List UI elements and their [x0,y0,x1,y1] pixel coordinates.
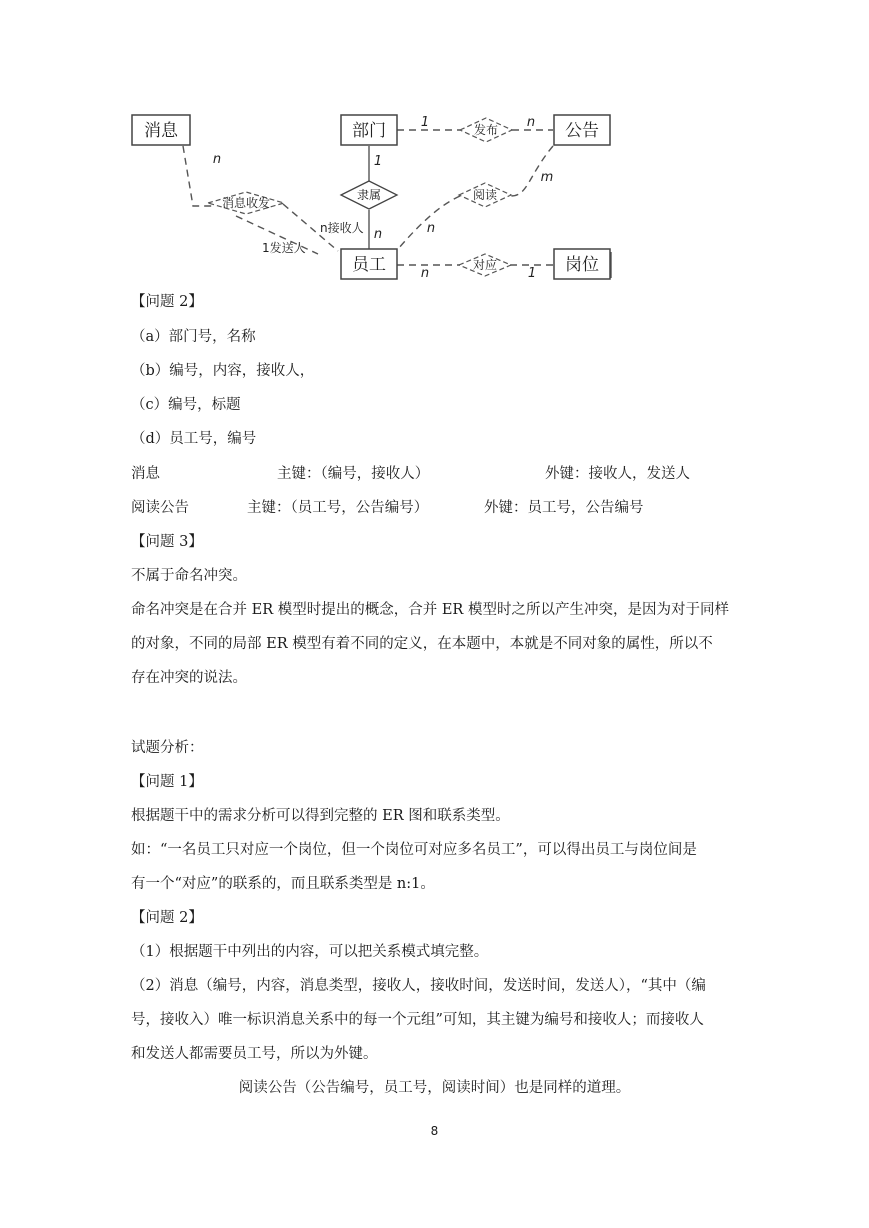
er-diagram [128,106,618,284]
svg-text:员工: 员工 [352,255,386,275]
relationship-read [459,183,511,207]
page-number: 8 [430,1124,439,1138]
analysis-q1-paragraph-2-line-1: 如：“一名员工只对应一个岗位，但一个岗位可对应多名员工”，可以得出员工与岗位间是 [131,842,697,858]
q3-heading: 【问题 3】 [131,534,203,550]
relationship-message-send-receive [208,192,284,214]
svg-text:隶属: 隶属 [356,188,382,202]
card-employee-correspond: n [420,266,430,281]
entity-position [554,249,610,279]
row-primary-key: 主键：（员工号，公告编号） [247,500,429,516]
card-sender: 1发送人 [262,241,306,255]
card-publish-announcement: n [526,115,536,130]
analysis-q1-paragraph-1: 根据题干中的需求分析可以得到完整的 ER 图和联系类型。 [131,808,510,824]
q2-item-d: （d）员工号，编号 [131,431,257,447]
svg-text:消息: 消息 [144,121,178,141]
row-foreign-key: 外键：员工号，公告编号 [484,500,644,516]
analysis-q1-heading: 【问题 1】 [131,774,203,790]
analysis-q2-paragraph-3: 阅读公告（公告编号，员工号，阅读时间）也是同样的道理。 [238,1080,631,1096]
relationship-belongs [341,181,397,209]
card-message: n [212,152,222,167]
analysis-q2-heading: 【问题 2】 [131,910,203,926]
relationship-correspond [459,254,511,276]
relationship-publish [460,118,512,142]
analysis-q1-paragraph-2-line-2: 有一个“对应”的联系的，而且联系类型是 n:1。 [131,876,435,892]
row-primary-key: 主键：（编号，接收人） [277,466,430,482]
card-dept-publish: 1 [420,115,430,130]
q2-item-c: （c）编号，标题 [131,397,241,413]
analysis-q2-paragraph-1: （1）根据题干中列出的内容，可以把关系模式填完整。 [131,944,489,960]
card-read-announcement: m [540,170,554,185]
analysis-q2-paragraph-2-line-2: 号，接收入）唯一标识消息关系中的每一个元组”可知，其主键为编号和接收人；而接收人 [131,1012,704,1028]
svg-text:阅读: 阅读 [472,188,498,202]
svg-text:对应: 对应 [472,258,498,272]
q3-explanation-line-2: 的对象，不同的局部 ER 模型有着不同的定义，在本题中，本就是不同对象的属性，所以不 [131,636,713,652]
card-belongs-employee: n [373,227,383,242]
row-name: 阅读公告 [131,500,189,516]
analysis-title: 试题分析： [131,740,204,756]
svg-text:发布: 发布 [473,123,499,137]
q2-item-b: （b）编号，内容，接收人， [131,363,315,379]
q3-answer: 不属于命名冲突。 [131,568,247,584]
row-foreign-key: 外键：接收人，发送人 [545,466,690,482]
svg-text:岗位: 岗位 [565,255,599,275]
q2-heading: 【问题 2】 [131,294,203,310]
analysis-q2-paragraph-2-line-3: 和发送人都需要员工号，所以为外键。 [131,1046,378,1062]
entity-message [132,115,190,145]
analysis-q2-paragraph-2-line-1: （2）消息（编号，内容，消息类型，接收人，接收时间，发送时间，发送人），“其中（编 [131,978,706,994]
card-correspond-position: 1 [527,266,537,281]
entity-department [341,115,397,145]
card-read-employee: n [426,221,436,236]
card-receiver: n接收人 [320,221,364,235]
card-dept-belongs: 1 [373,154,383,169]
q3-explanation-line-1: 命名冲突是在合并 ER 模型时提出的概念，合并 ER 模型时之所以产生冲突，是因为对于同样 [131,602,729,618]
svg-text:部门: 部门 [352,121,386,141]
entity-employee [341,249,397,279]
q3-explanation-line-3: 存在冲突的说法。 [131,670,247,686]
q2-item-a: （a）部门号，名称 [131,329,256,345]
row-name: 消息 [131,466,160,482]
svg-text:公告: 公告 [565,121,599,141]
svg-text:消息收发: 消息收发 [221,196,271,210]
entity-announcement [554,115,610,145]
